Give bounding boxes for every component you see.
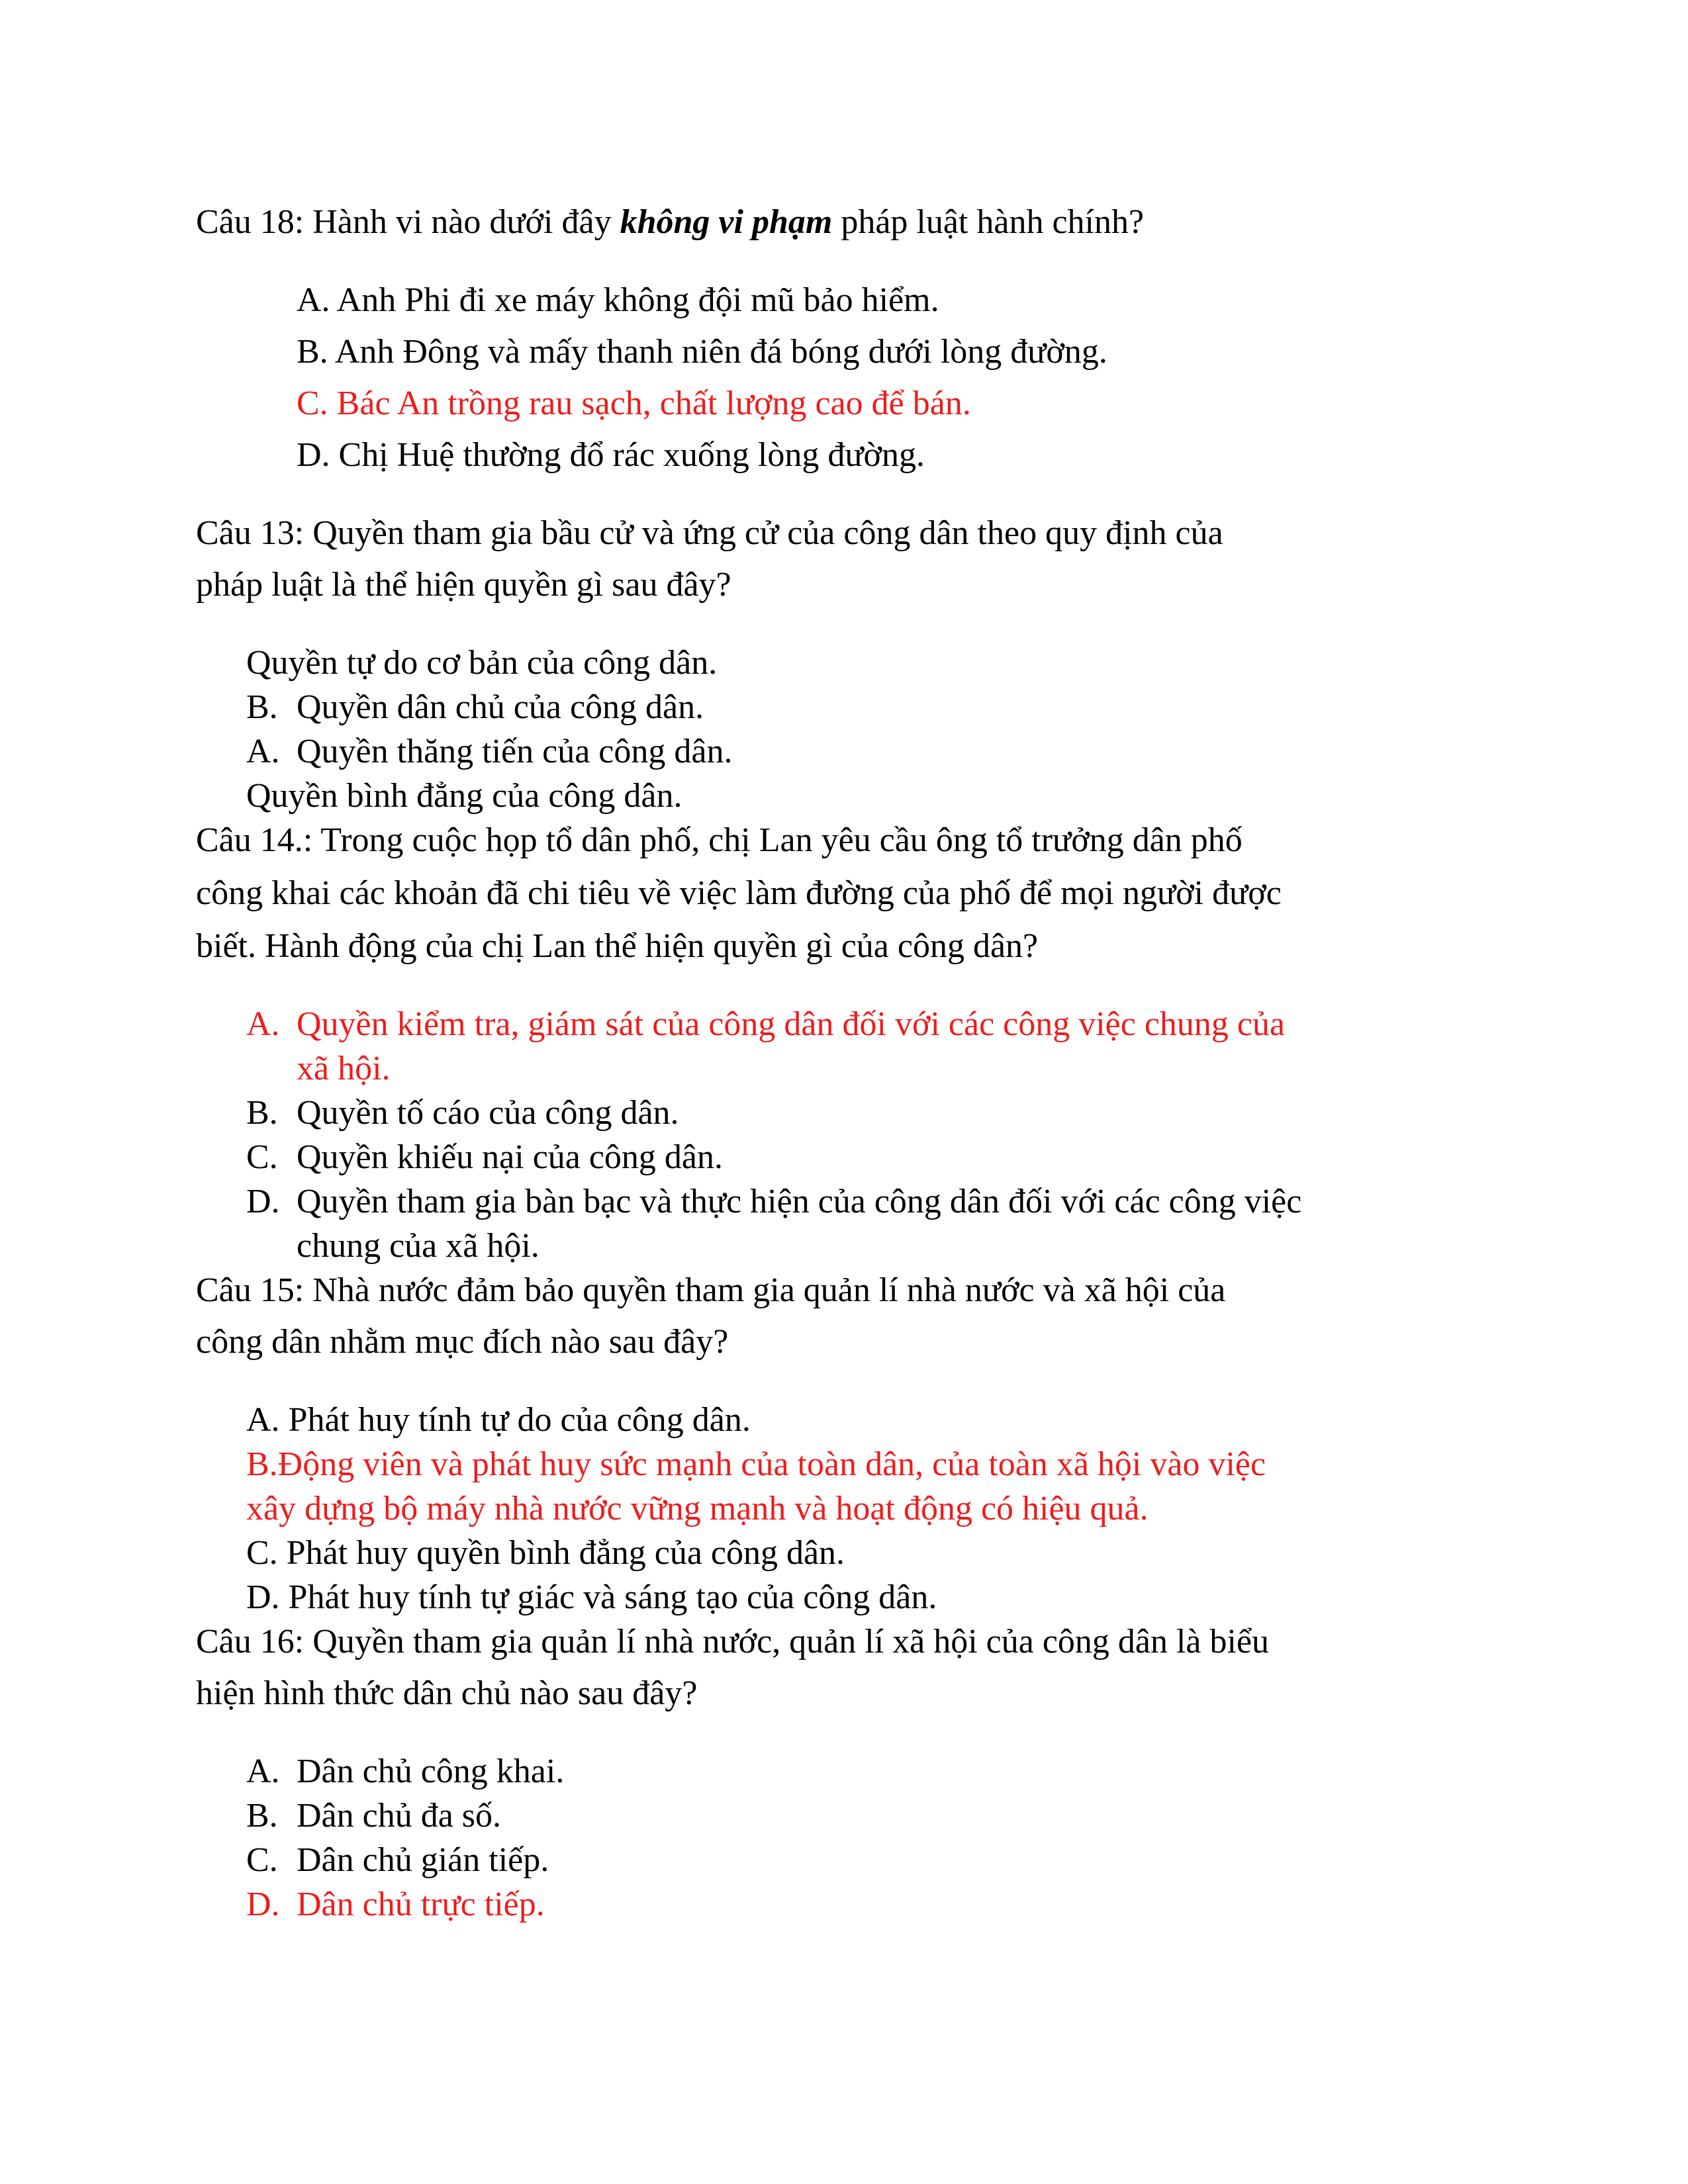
q13-option-2 xyxy=(246,688,704,727)
question-14-line-3: biết. Hành động của chị Lan thể hiện quyền gì của công dân? xyxy=(196,927,1039,965)
q15-option-d: D. Phát huy tính tự giác và sáng tạo của công dân. xyxy=(246,1578,937,1616)
q16-option-d-label: D. xyxy=(246,1886,280,1923)
q14-option-a-text: Quyền kiểm tra, giám sát của công dân đối với các công việc chung của xyxy=(297,1005,1286,1043)
q14-option-b-text: Quyền tố cáo của công dân. xyxy=(297,1094,679,1132)
question-15-line-1: Câu 15: Nhà nước đảm bảo quyền tham gia quản lí nhà nước và xã hội của xyxy=(196,1271,1226,1309)
q14-option-d-text: Quyền tham gia bàn bạc và thực hiện của công dân đối với các công việc xyxy=(297,1183,1302,1220)
q16-option-b-text: Dân chủ đa số. xyxy=(297,1797,502,1835)
q14-option-a-answer xyxy=(246,1005,1285,1044)
question-14-line-2: công khai các khoản đã chi tiêu về việc làm đường của phố để mọi người được xyxy=(196,874,1282,912)
q13-option-3-text: Quyền thăng tiến của công dân. xyxy=(297,733,733,770)
question-13-line-1: Câu 13: Quyền tham gia bầu cử và ứng cử của công dân theo quy định của xyxy=(196,514,1223,552)
q18-option-d: D. Chị Huệ thường đổ rác xuống lòng đường. xyxy=(297,436,925,474)
q13-option-3-label: A. xyxy=(246,733,280,770)
q14-option-c-label: C. xyxy=(246,1138,278,1176)
q15-option-b-continuation: xây dựng bộ máy nhà nước vững mạnh và hoạt động có hiệu quả. xyxy=(246,1490,1149,1527)
question-14-line-1: Câu 14.: Trong cuộc họp tổ dân phố, chị Lan yêu cầu ông tổ trưởng dân phố xyxy=(196,821,1243,859)
q16-option-b-label: B. xyxy=(246,1797,278,1835)
question-15-line-2: công dân nhằm mục đích nào sau đây? xyxy=(196,1323,729,1361)
q13-option-2-text: Quyền dân chủ của công dân. xyxy=(297,688,704,726)
q18-option-c-answer: C. Bác An trồng rau sạch, chất lượng cao để bán. xyxy=(297,385,971,422)
question-16-line-2: hiện hình thức dân chủ nào sau đây? xyxy=(196,1674,698,1712)
q14-option-c-text: Quyền khiếu nại của công dân. xyxy=(297,1138,724,1176)
q15-option-a: A. Phát huy tính tự do của công dân. xyxy=(246,1401,751,1439)
question-18-text xyxy=(196,203,1144,242)
q14-option-a-label: A. xyxy=(246,1005,280,1043)
question-18-suffix: pháp luật hành chính? xyxy=(832,203,1145,241)
q13-option-2-label: B. xyxy=(246,688,278,726)
q16-option-c-label: C. xyxy=(246,1841,278,1879)
q16-option-c xyxy=(246,1841,549,1880)
q14-option-d-label: D. xyxy=(246,1183,280,1220)
question-18-emphasis: không vi phạm xyxy=(620,203,833,241)
q16-option-a xyxy=(246,1752,564,1792)
q14-option-b xyxy=(246,1093,679,1133)
q14-option-d-continuation: chung của xã hội. xyxy=(297,1227,539,1265)
q18-option-b: B. Anh Đông và mấy thanh niên đá bóng dưới lòng đường. xyxy=(297,333,1107,371)
q16-option-b xyxy=(246,1796,501,1836)
q15-option-c: C. Phát huy quyền bình đẳng của công dân. xyxy=(246,1534,845,1572)
q15-option-b-answer: B.Động viên và phát huy sức mạnh của toàn dân, của toàn xã hội vào việc xyxy=(246,1445,1266,1483)
q13-option-1 xyxy=(246,643,717,683)
q13-option-1-text: Quyền tự do cơ bản của công dân. xyxy=(246,644,718,682)
q14-option-a-continuation: xã hội. xyxy=(297,1050,391,1087)
question-16-line-1: Câu 16: Quyền tham gia quản lí nhà nước, quản lí xã hội của công dân là biểu xyxy=(196,1623,1270,1661)
q14-option-b-label: B. xyxy=(246,1094,278,1132)
q16-option-a-text: Dân chủ công khai. xyxy=(297,1752,565,1790)
q13-option-4-text: Quyền bình đẳng của công dân. xyxy=(246,777,682,815)
q16-option-d-text: Dân chủ trực tiếp. xyxy=(297,1886,545,1923)
question-13-line-2: pháp luật là thể hiện quyền gì sau đây? xyxy=(196,566,731,604)
question-18-prefix: Câu 18: Hành vi nào dưới đây xyxy=(196,203,620,241)
q13-option-4 xyxy=(246,776,682,816)
q14-option-c xyxy=(246,1138,723,1177)
q13-option-3 xyxy=(246,732,732,772)
q16-option-a-label: A. xyxy=(246,1752,280,1790)
q16-option-c-text: Dân chủ gián tiếp. xyxy=(297,1841,549,1879)
q16-option-d-answer xyxy=(246,1885,545,1925)
q14-option-d xyxy=(246,1182,1301,1222)
q18-option-a: A. Anh Phi đi xe máy không đội mũ bảo hiểm. xyxy=(297,281,939,319)
